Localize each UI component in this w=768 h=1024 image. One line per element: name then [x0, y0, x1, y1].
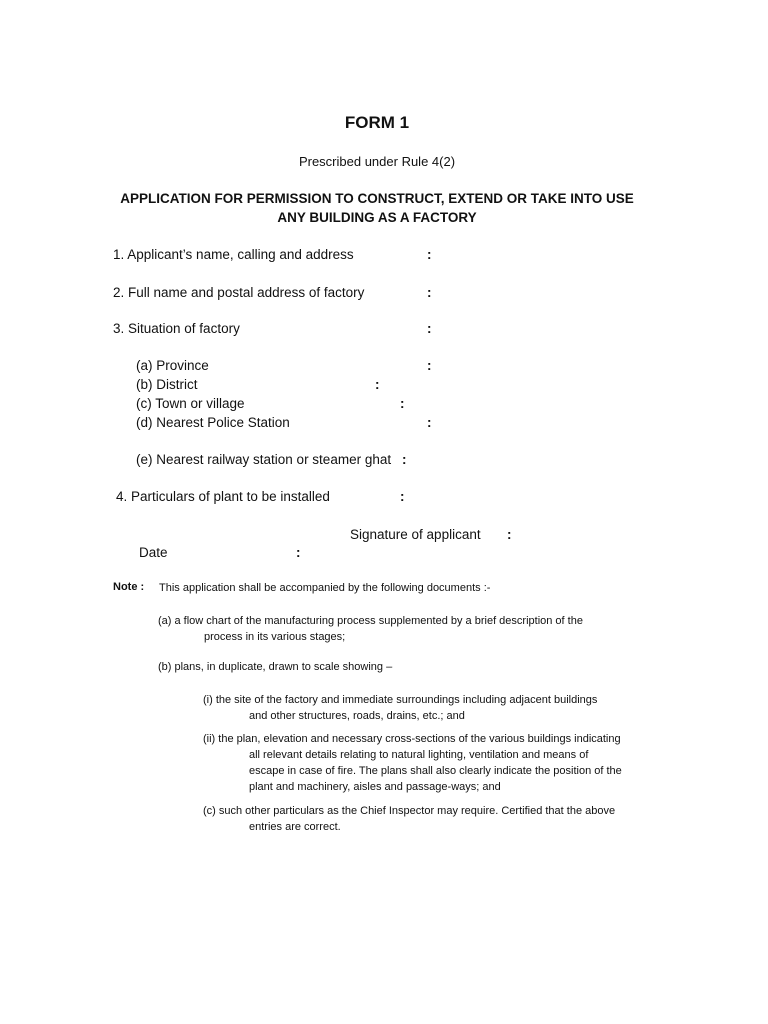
note-intro: This application shall be accompanied by the following documents :-	[159, 582, 491, 594]
note-item-b-i	[203, 692, 597, 724]
note-item-c-line-2: entries are correct.	[249, 821, 341, 833]
note-item-b-ii-line-2: all relevant details relating to natural lighting, ventilation and means of	[249, 749, 589, 761]
field-railway-colon: :	[402, 452, 407, 467]
note-item-a-line-1: (a) a flow chart of the manufacturing process supplemented by a brief description of the	[158, 615, 583, 627]
field-plant-colon: :	[400, 489, 405, 504]
note-item-c-line-1: (c) such other particulars as the Chief Inspector may require. Certified that the above	[203, 805, 616, 817]
form-subtitle: Prescribed under Rule 4(2)	[298, 154, 456, 169]
field-town-colon: :	[400, 396, 405, 411]
field-police-colon: :	[427, 415, 432, 430]
note-item-b-i-line-1: (i) the site of the factory and immediate surroundings including adjacent buildings	[203, 694, 598, 706]
form-heading: APPLICATION FOR PERMISSION TO CONSTRUCT, EXTEND OR TAKE INTO USE ANY BUILDING AS A FACTORY	[120, 191, 634, 225]
field-situation-label: 3. Situation of factory	[113, 321, 240, 336]
note-item-b-i-line-2: and other structures, roads, drains, etc.; and	[249, 710, 465, 722]
field-situation-colon: :	[427, 321, 432, 336]
field-factory-address-label: 2. Full name and postal address of factory	[113, 285, 365, 300]
note-item-b-ii	[203, 731, 622, 795]
field-district-colon: :	[375, 377, 380, 392]
note-item-a-line-2: process in its various stages;	[204, 631, 346, 643]
field-province-colon: :	[427, 358, 432, 373]
field-police-label: (d) Nearest Police Station	[136, 415, 290, 430]
field-plant-label: 4. Particulars of plant to be installed	[116, 489, 330, 504]
field-date-label: Date	[139, 545, 168, 560]
form-title: FORM 1	[344, 113, 410, 132]
field-factory-address-colon: :	[427, 285, 432, 300]
note-item-b-ii-line-1: (ii) the plan, elevation and necessary cross-sections of the various buildings indicating	[203, 733, 621, 745]
field-applicant-label: 1. Applicant’s name, calling and address	[113, 247, 354, 262]
note-item-b: (b) plans, in duplicate, drawn to scale showing –	[158, 661, 393, 673]
field-district-label: (b) District	[136, 377, 198, 392]
field-town-label: (c) Town or village	[136, 396, 245, 411]
field-railway-label: (e) Nearest railway station or steamer ghat	[136, 452, 392, 467]
note-item-b-ii-line-3: escape in case of fire. The plans shall also clearly indicate the position of the	[249, 765, 622, 777]
note-item-a	[158, 613, 583, 645]
field-province-label: (a) Province	[136, 358, 209, 373]
note-label: Note :	[113, 581, 145, 593]
field-date-colon: :	[296, 545, 301, 560]
field-applicant-colon: :	[427, 247, 432, 262]
note-item-c	[203, 803, 615, 835]
field-signature-colon: :	[507, 527, 512, 542]
field-signature-label: Signature of applicant	[350, 527, 481, 542]
note-item-b-ii-line-4: plant and machinery, aisles and passage-ways; and	[249, 781, 501, 793]
